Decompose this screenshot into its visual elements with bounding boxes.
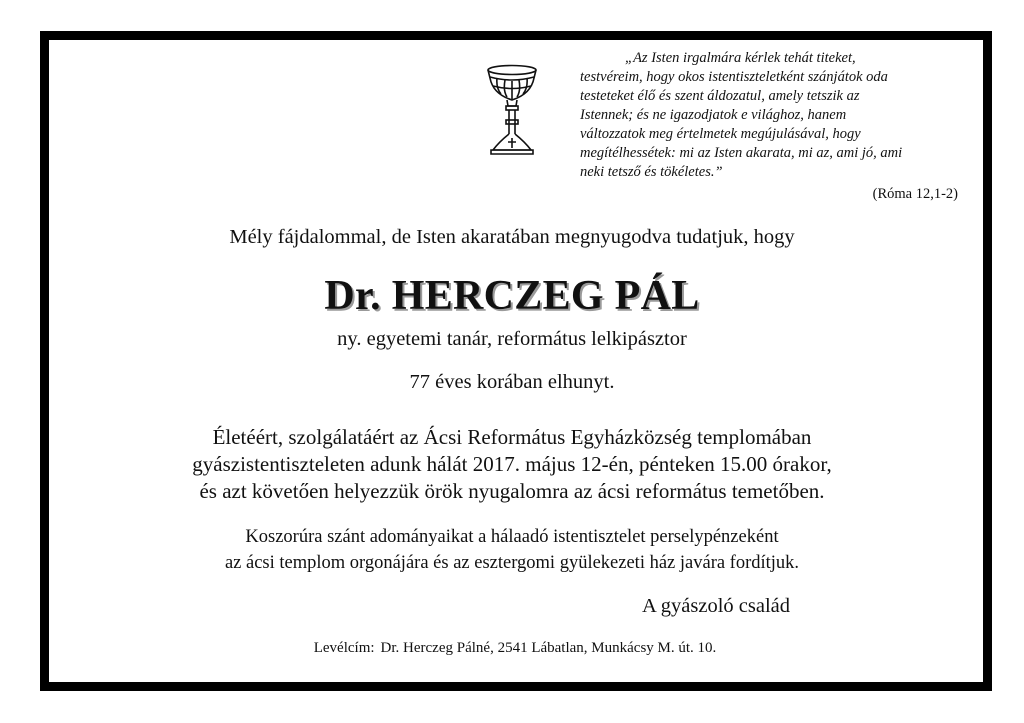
signature: A gyászoló család — [642, 595, 791, 617]
chalice-icon — [485, 64, 539, 156]
service-line: és azt követően helyezzük örök nyugalomra az ácsi református temetőben. — [199, 479, 825, 503]
address-label: Levélcím: — [313, 640, 375, 656]
donation-line: Koszorúra szánt adományaikat a hálaadó istentisztelet perselypénzeként — [245, 527, 779, 547]
deceased-name: Dr. HERCZEG PÁL — [324, 273, 700, 319]
deceased-title: ny. egyetemi tanár, református lelkipásztor — [337, 328, 687, 350]
donation-line: az ácsi templom orgonájára és az esztergomi gyülekezeti ház javára fordítjuk. — [224, 553, 800, 573]
quote-line: neki tetsző és tökéletes.” — [580, 164, 723, 180]
mailing-address — [0, 640, 1024, 657]
address-value: Dr. Herczeg Pálné, 2541 Lábatlan, Munkácsy M. út. 10. — [380, 640, 717, 656]
intro-text: Mély fájdalommal, de Isten akaratában megnyugodva tudatjuk, hogy — [229, 226, 795, 248]
quote-line: testvéreim, hogy okos istentiszteletként szánjátok oda — [580, 69, 888, 85]
service-announcement — [0, 424, 1024, 505]
quote-line: változzatok meg értelmetek megújulásával, hogy — [580, 126, 861, 142]
quote-reference: (Róma 12,1-2) — [872, 186, 958, 202]
donation-note — [0, 524, 1024, 576]
quote-line: Istennek; és ne igazodjatok e világhoz, hanem — [580, 107, 847, 123]
quote-line: testeteket élő és szent áldozatul, amely tetszik az — [580, 88, 860, 104]
quote-line: megítélhessétek: mi az Isten akarata, mi az, ami jó, ami — [580, 145, 903, 161]
quote-line: „Az Isten irgalmára kérlek tehát titeket, — [625, 50, 856, 66]
service-line: Életéért, szolgálatáért az Ácsi Református Egyházközség templomában — [212, 425, 812, 449]
service-line: gyászistentiszteleten adunk hálát 2017. május 12-én, pénteken 15.00 órakor, — [192, 452, 832, 476]
age-line: 77 éves korában elhunyt. — [409, 371, 615, 393]
bible-quote — [580, 49, 967, 182]
